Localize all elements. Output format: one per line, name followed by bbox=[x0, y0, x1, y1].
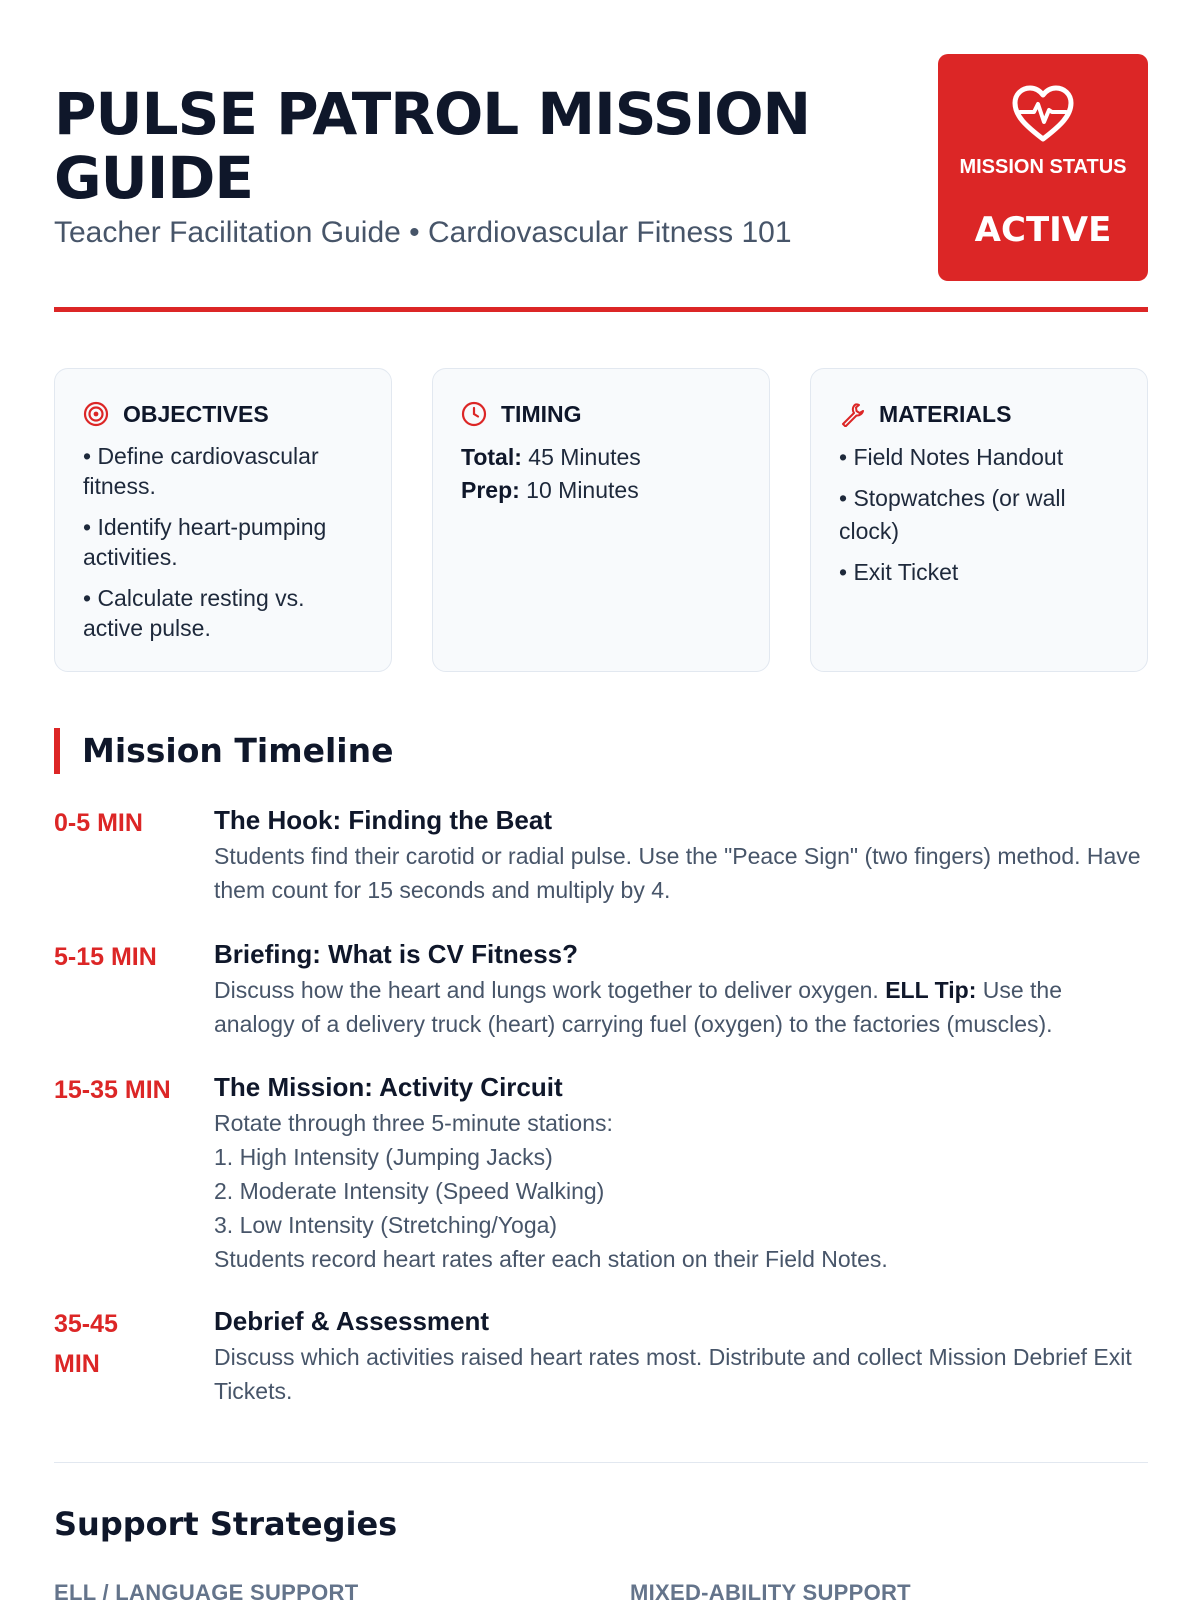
support-title: Support Strategies bbox=[54, 1505, 398, 1543]
clock-icon bbox=[461, 401, 487, 427]
timeline-heading: The Hook: Finding the Beat bbox=[214, 805, 552, 835]
mission-status-card bbox=[938, 54, 1148, 281]
timing-card bbox=[432, 368, 770, 672]
status-value: ACTIVE bbox=[974, 210, 1112, 250]
material-item: • Exit Ticket bbox=[839, 559, 959, 585]
material-item: • Field Notes Handout bbox=[839, 444, 1064, 470]
timeline-line: 2. Moderate Intensity (Speed Walking) bbox=[214, 1178, 605, 1204]
timing-total: Total: 45 Minutes bbox=[461, 444, 641, 470]
ell-support-heading: ELL / LANGUAGE SUPPORT bbox=[54, 1580, 359, 1600]
objective-item: • Calculate resting vs. active pulse. bbox=[83, 585, 305, 641]
materials-title: MATERIALS bbox=[879, 400, 1012, 427]
timeline-heading: The Mission: Activity Circuit bbox=[214, 1072, 563, 1102]
wrench-icon bbox=[839, 401, 865, 427]
section-divider bbox=[54, 1462, 1148, 1463]
timeline-text: Discuss how the heart and lungs work together to deliver oxygen. ELL Tip: Use the analogy of a delivery truck (heart) carrying fuel (oxygen) to the factories (muscles). bbox=[214, 977, 1063, 1037]
timeline-heading: Debrief & Assessment bbox=[214, 1306, 490, 1336]
timeline-heading: Briefing: What is CV Fitness? bbox=[214, 939, 579, 969]
page-header bbox=[54, 54, 1148, 314]
material-item: • Stopwatches (or wall clock) bbox=[839, 485, 1066, 544]
heart-pulse-icon bbox=[1010, 84, 1076, 144]
timeline-line: Students record heart rates after each station on their Field Notes. bbox=[214, 1246, 888, 1272]
objective-item: • Define cardiovascular fitness. bbox=[83, 443, 319, 499]
target-icon bbox=[83, 401, 109, 427]
timeline-time: 0-5 MIN bbox=[54, 809, 143, 837]
timeline-text: Students find their carotid or radial pulse. Use the "Peace Sign" (two fingers) method. Have them count for 15 seconds and multiply by 4. bbox=[214, 843, 1141, 903]
page-title: PULSE PATROL MISSION GUIDE bbox=[54, 80, 811, 212]
header-divider bbox=[54, 307, 1148, 312]
ell-tip-label: ELL Tip: bbox=[885, 977, 977, 1003]
timeline-line: 1. High Intensity (Jumping Jacks) bbox=[214, 1144, 553, 1170]
status-label: MISSION STATUS bbox=[959, 156, 1127, 178]
timeline-time: 5-15 MIN bbox=[54, 943, 157, 971]
timeline-text: Discuss which activities raised heart rates most. Distribute and collect Mission Debrief Exit Tickets. bbox=[214, 1344, 1132, 1404]
objectives-title: OBJECTIVES bbox=[123, 400, 269, 427]
objective-item: • Identify heart-pumping activities. bbox=[83, 514, 327, 570]
timeline-line: Rotate through three 5-minute stations: bbox=[214, 1110, 613, 1136]
info-cards bbox=[54, 368, 1148, 672]
objectives-card bbox=[54, 368, 392, 672]
page-subtitle: Teacher Facilitation Guide • Cardiovascular Fitness 101 bbox=[54, 216, 792, 249]
timing-title: TIMING bbox=[501, 400, 582, 427]
timeline-title: Mission Timeline bbox=[54, 728, 394, 774]
timeline-time: 15-35 MIN bbox=[54, 1076, 171, 1104]
timeline-line: 3. Low Intensity (Stretching/Yoga) bbox=[214, 1212, 558, 1238]
materials-card bbox=[810, 368, 1148, 672]
mixed-ability-heading: MIXED-ABILITY SUPPORT bbox=[630, 1580, 911, 1600]
timing-prep: Prep: 10 Minutes bbox=[461, 477, 639, 503]
timeline-time: 35-45 MIN bbox=[54, 1310, 118, 1378]
